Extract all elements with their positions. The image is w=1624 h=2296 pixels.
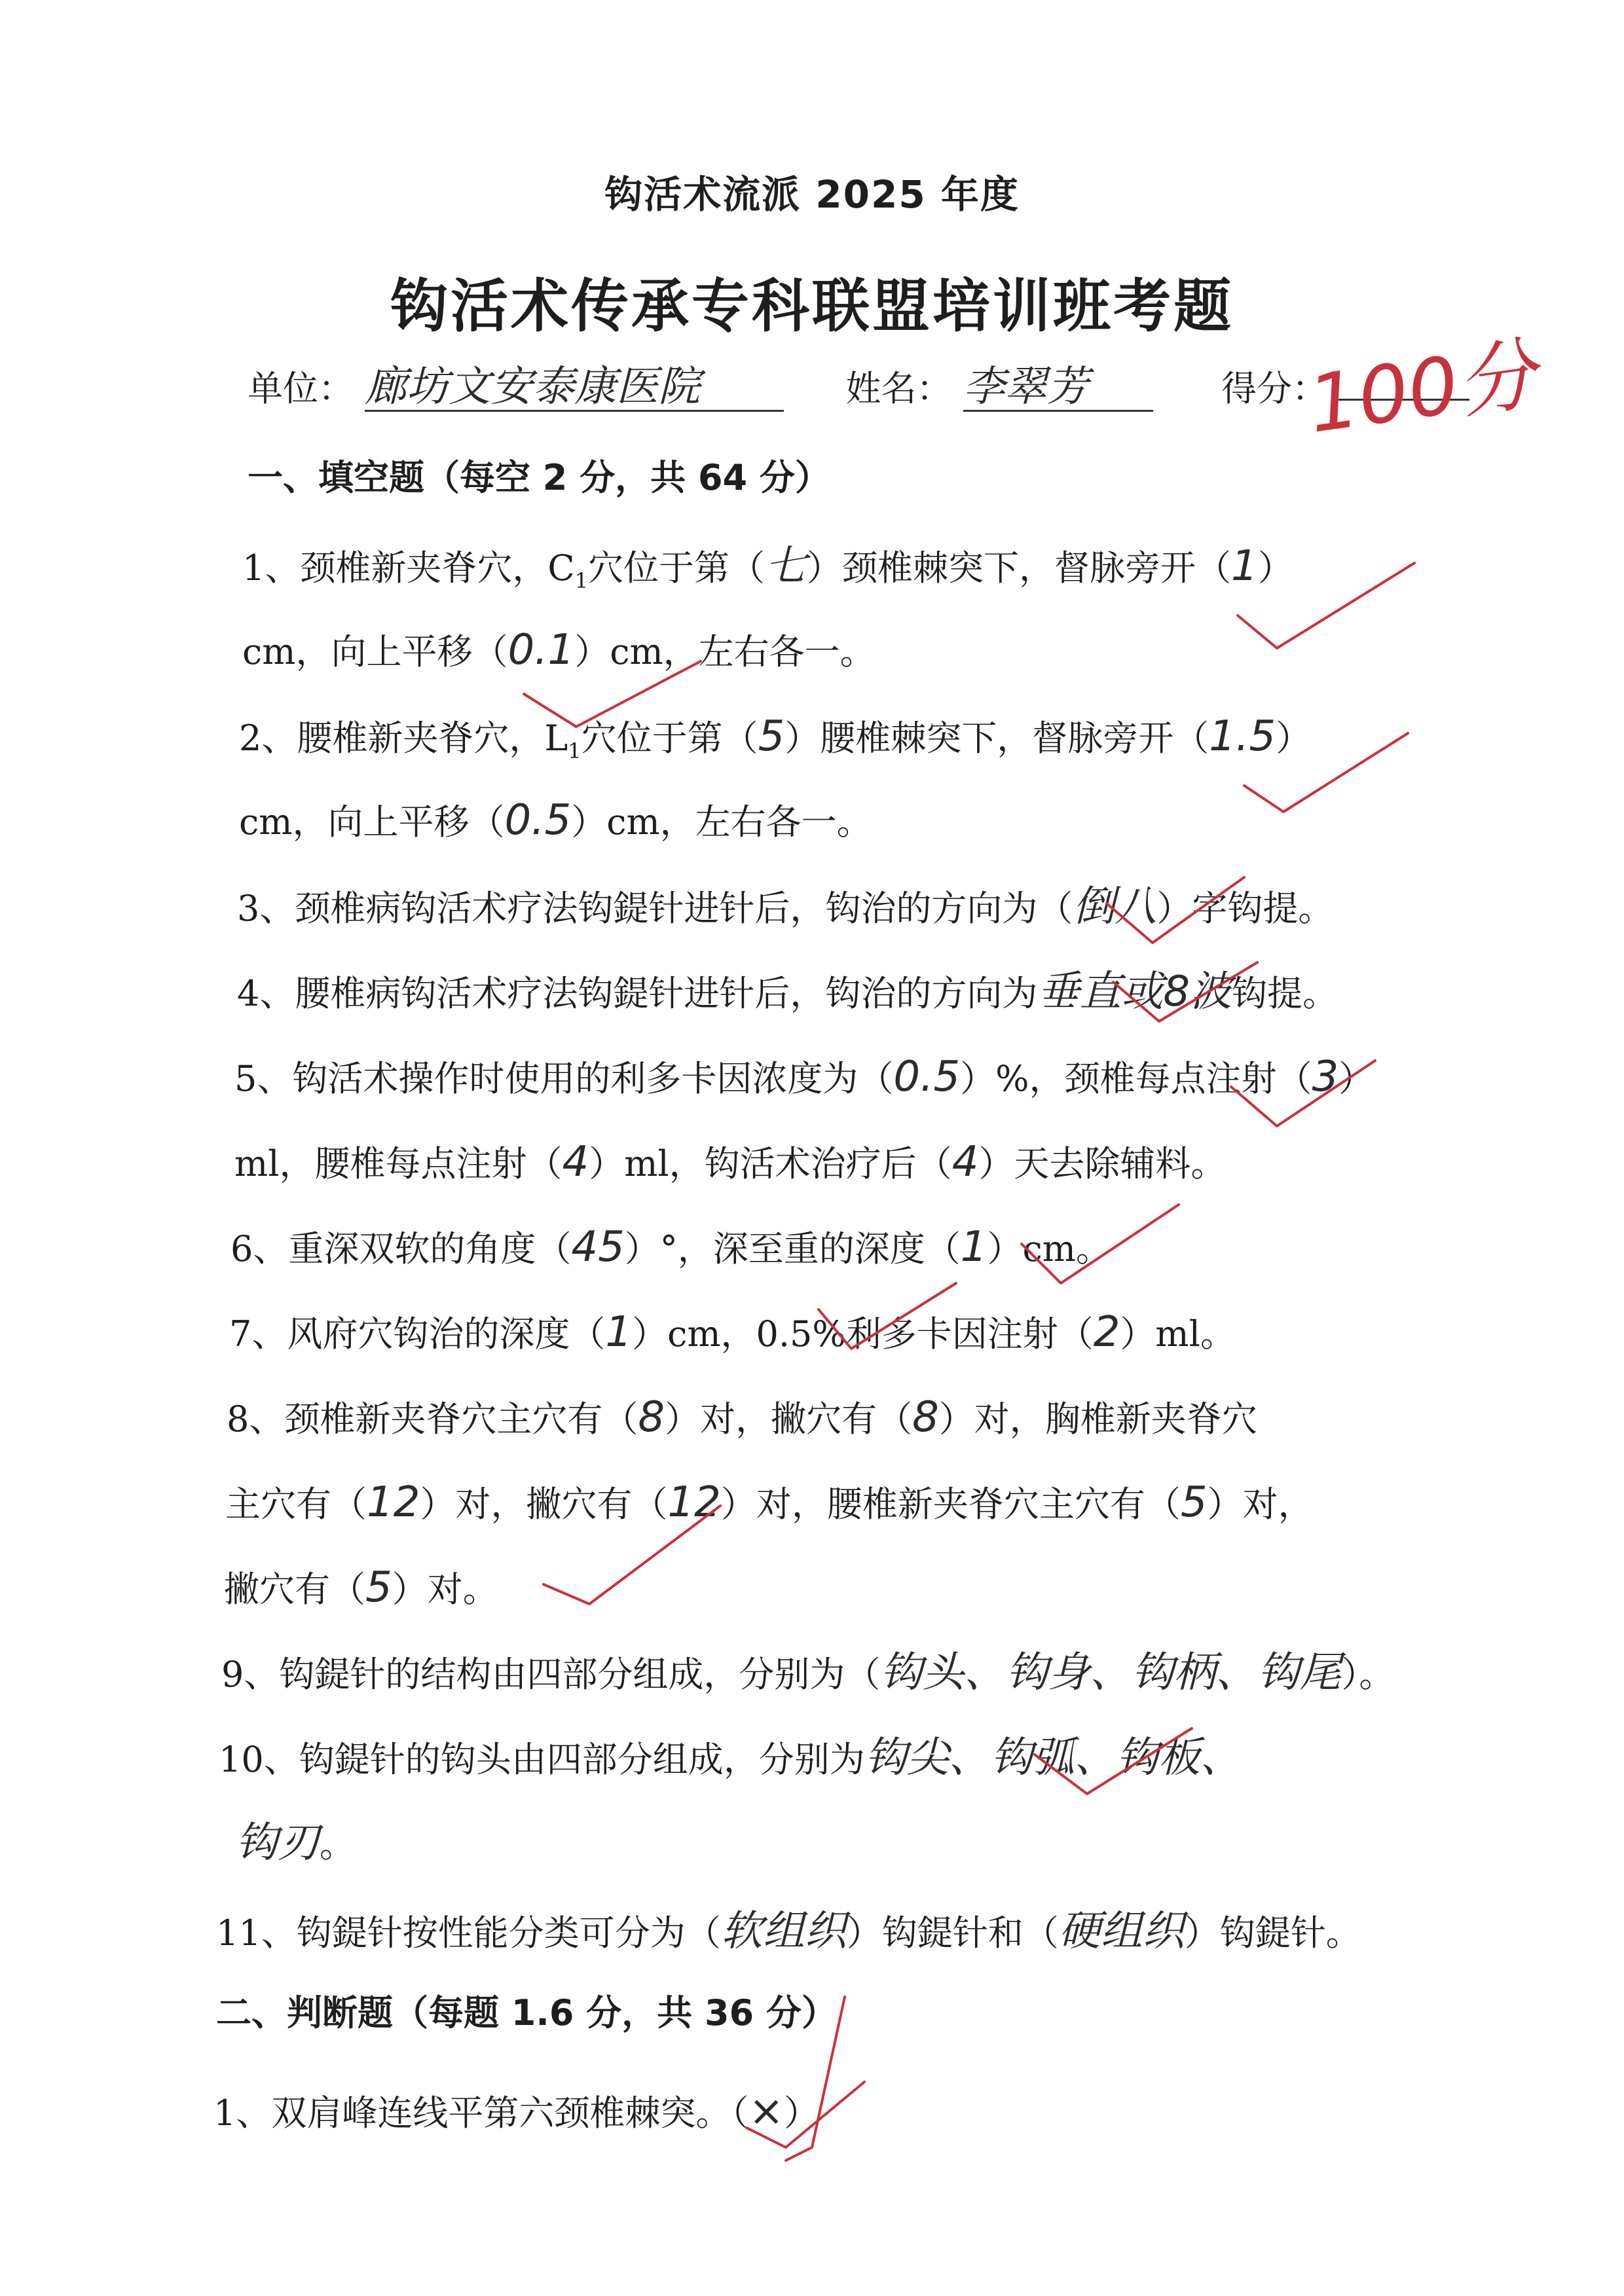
q5-answer-4: 4 <box>951 1138 979 1186</box>
q7-text-b: ）cm，0.5%利多卡因注射（ <box>632 1313 1094 1355</box>
q5-line2 <box>234 1139 1226 1185</box>
q10-answer-1: 钩尖、钩弧、钩板、 <box>864 1734 1242 1782</box>
q2-text-e: cm，向上平移（ <box>239 801 505 843</box>
q10-text-b: 。 <box>320 1824 355 1865</box>
q8-answer-3: 12 <box>367 1478 420 1527</box>
q8-answer-2: 8 <box>912 1393 939 1442</box>
q3-text-b: ）字钩提。 <box>1156 888 1334 929</box>
q8-answer-1: 8 <box>638 1393 665 1442</box>
q11-answer-2: 硬组织 <box>1058 1907 1185 1956</box>
section1-title: 一、填空题（每空 2 分，共 64 分） <box>248 457 830 498</box>
q9-answer-1: 钩头、钩身、钩柄、钩尾 <box>880 1649 1342 1697</box>
q7-answer-2: 2 <box>1093 1308 1120 1357</box>
q5-text-f: ）天去除辅料。 <box>978 1143 1227 1184</box>
q6-text-c: ）cm。 <box>987 1228 1111 1269</box>
s2-q1-answer: × <box>748 2087 784 2136</box>
q4-line <box>237 969 1338 1015</box>
s2-q1-line <box>213 2088 819 2134</box>
q8-text-i: ）对。 <box>392 1569 498 1610</box>
q11-line <box>216 1908 1361 1954</box>
q5-answer-2: 3 <box>1312 1053 1339 1101</box>
q2-subscript: 1 <box>568 738 581 763</box>
q5-text-b: ）%，颈椎每点注射（ <box>960 1058 1312 1099</box>
q8-text-b: ）对，撇穴有（ <box>665 1398 913 1440</box>
s2-q1-text-a: 1、双肩峰连线平第六颈椎棘突。（ <box>213 2092 749 2134</box>
q8-text-c: ）对，胸椎新夹脊穴 <box>938 1398 1257 1440</box>
q2-line1 <box>239 714 1311 763</box>
q8-text-e: ）对，撇穴有（ <box>420 1484 668 1525</box>
q8-line1 <box>227 1394 1257 1440</box>
q1-answer-3: 0.1 <box>507 626 575 674</box>
q5-text-e: ）ml，钩活术治疗后（ <box>589 1143 952 1184</box>
q2-answer-1: 5 <box>758 712 785 761</box>
q8-text-a: 8、颈椎新夹脊穴主穴有（ <box>227 1398 638 1440</box>
exam-title-line2: 钩活术传承专科联盟培训班考题 <box>390 272 1234 340</box>
score-label: 得分： <box>1221 368 1328 409</box>
q2-answer-3: 0.5 <box>504 796 572 845</box>
q5-text-c: ） <box>1338 1058 1375 1099</box>
q1-line1 <box>242 543 1293 592</box>
q6-line <box>231 1224 1111 1270</box>
q7-text-a: 7、风府穴钩治的深度（ <box>229 1313 606 1355</box>
q1-answer-2: 1 <box>1231 542 1258 591</box>
q10-line1 <box>219 1735 1242 1781</box>
q2-answer-2: 1.5 <box>1209 712 1276 761</box>
q5-text-d: ml，腰椎每点注射（ <box>234 1143 563 1184</box>
info-row <box>248 364 1469 412</box>
exam-title-line1: 钩活术流派 2025 年度 <box>604 172 1020 217</box>
q10-line2 <box>236 1820 355 1866</box>
q3-text-a: 3、颈椎病钩活术疗法钩鍉针进针后，钩治的方向为（ <box>237 888 1073 929</box>
q5-answer-3: 4 <box>562 1138 589 1186</box>
q8-line3 <box>224 1565 498 1611</box>
q5-line1 <box>234 1054 1374 1100</box>
q8-answer-6: 5 <box>365 1563 392 1612</box>
name-label: 姓名： <box>845 368 952 409</box>
q2-line2 <box>239 797 872 843</box>
q4-text-b: 钩提。 <box>1232 973 1338 1014</box>
q3-line <box>237 884 1333 930</box>
score-blank <box>1338 399 1469 401</box>
q4-text-a: 4、腰椎病钩活术疗法钩鍉针进针后，钩治的方向为 <box>237 973 1038 1014</box>
q9-line <box>221 1650 1394 1696</box>
q2-text-b: 穴位于第（ <box>581 718 758 759</box>
q8-text-g: ）对， <box>1207 1484 1314 1525</box>
q5-text-a: 5、钩活术操作时使用的利多卡因浓度为（ <box>234 1058 894 1099</box>
q10-answer-2: 钩刃 <box>236 1819 320 1867</box>
q2-text-f: ）cm，左右各一。 <box>571 801 872 843</box>
unit-label: 单位： <box>248 368 354 409</box>
q7-line <box>229 1309 1236 1355</box>
q2-text-d: ） <box>1276 718 1312 759</box>
q6-text-a: 6、重深双软的角度（ <box>231 1228 572 1269</box>
q8-answer-4: 12 <box>667 1478 721 1527</box>
q7-answer-1: 1 <box>605 1308 633 1357</box>
q11-answer-1: 软组织 <box>720 1907 847 1956</box>
q1-text-f: ）cm，左右各一。 <box>574 631 876 672</box>
section2-title: 二、判断题（每题 1.6 分，共 36 分） <box>216 1992 838 2033</box>
q1-line2 <box>242 627 876 673</box>
q1-text-d: ） <box>1257 547 1293 589</box>
q6-answer-1: 45 <box>571 1223 625 1271</box>
q1-answer-1: 七 <box>765 542 807 591</box>
q5-answer-1: 0.5 <box>893 1053 961 1101</box>
q8-text-d: 主穴有（ <box>225 1484 367 1525</box>
q11-text-b: ）钩鍉针和（ <box>846 1912 1059 1954</box>
score-value: 100分 <box>1302 329 1542 451</box>
q4-answer-1: 垂直或8波 <box>1037 968 1232 1016</box>
q1-text-b: 穴位于第（ <box>588 547 766 589</box>
q2-text-c: ）腰椎棘突下，督脉旁开（ <box>784 718 1209 759</box>
q11-text-c: ）钩鍉针。 <box>1184 1912 1361 1954</box>
q7-text-c: ）ml。 <box>1120 1313 1236 1355</box>
q3-answer-1: 倒八 <box>1073 883 1157 931</box>
unit-value: 廊坊文安泰康医院 <box>365 364 784 412</box>
q2-text-a: 2、腰椎新夹脊穴，L <box>239 718 568 759</box>
q6-answer-2: 1 <box>960 1223 987 1271</box>
q1-text-c: ）颈椎棘突下，督脉旁开（ <box>807 547 1232 589</box>
q9-text-a: 9、钩鍉针的结构由四部分组成，分别为（ <box>221 1654 881 1695</box>
q1-text-e: cm，向上平移（ <box>242 631 508 672</box>
q9-text-b: ）。 <box>1341 1654 1395 1695</box>
q1-text-a: 1、颈椎新夹脊穴，C <box>242 547 575 589</box>
q8-text-f: ）对，腰椎新夹脊穴主穴有（ <box>720 1484 1181 1525</box>
q1-subscript: 1 <box>574 568 589 593</box>
q8-line2 <box>225 1480 1314 1525</box>
q6-text-b: ）°，深至重的深度（ <box>624 1228 961 1269</box>
s2-q1-text-b: ） <box>783 2092 819 2134</box>
q8-text-h: 撇穴有（ <box>224 1569 365 1610</box>
q8-answer-5: 5 <box>1180 1478 1208 1527</box>
q10-text-a: 10、钩鍉针的钩头由四部分组成，分别为 <box>219 1739 865 1780</box>
q11-text-a: 11、钩鍉针按性能分类可分为（ <box>216 1912 721 1954</box>
name-value: 李翠芳 <box>963 364 1153 412</box>
